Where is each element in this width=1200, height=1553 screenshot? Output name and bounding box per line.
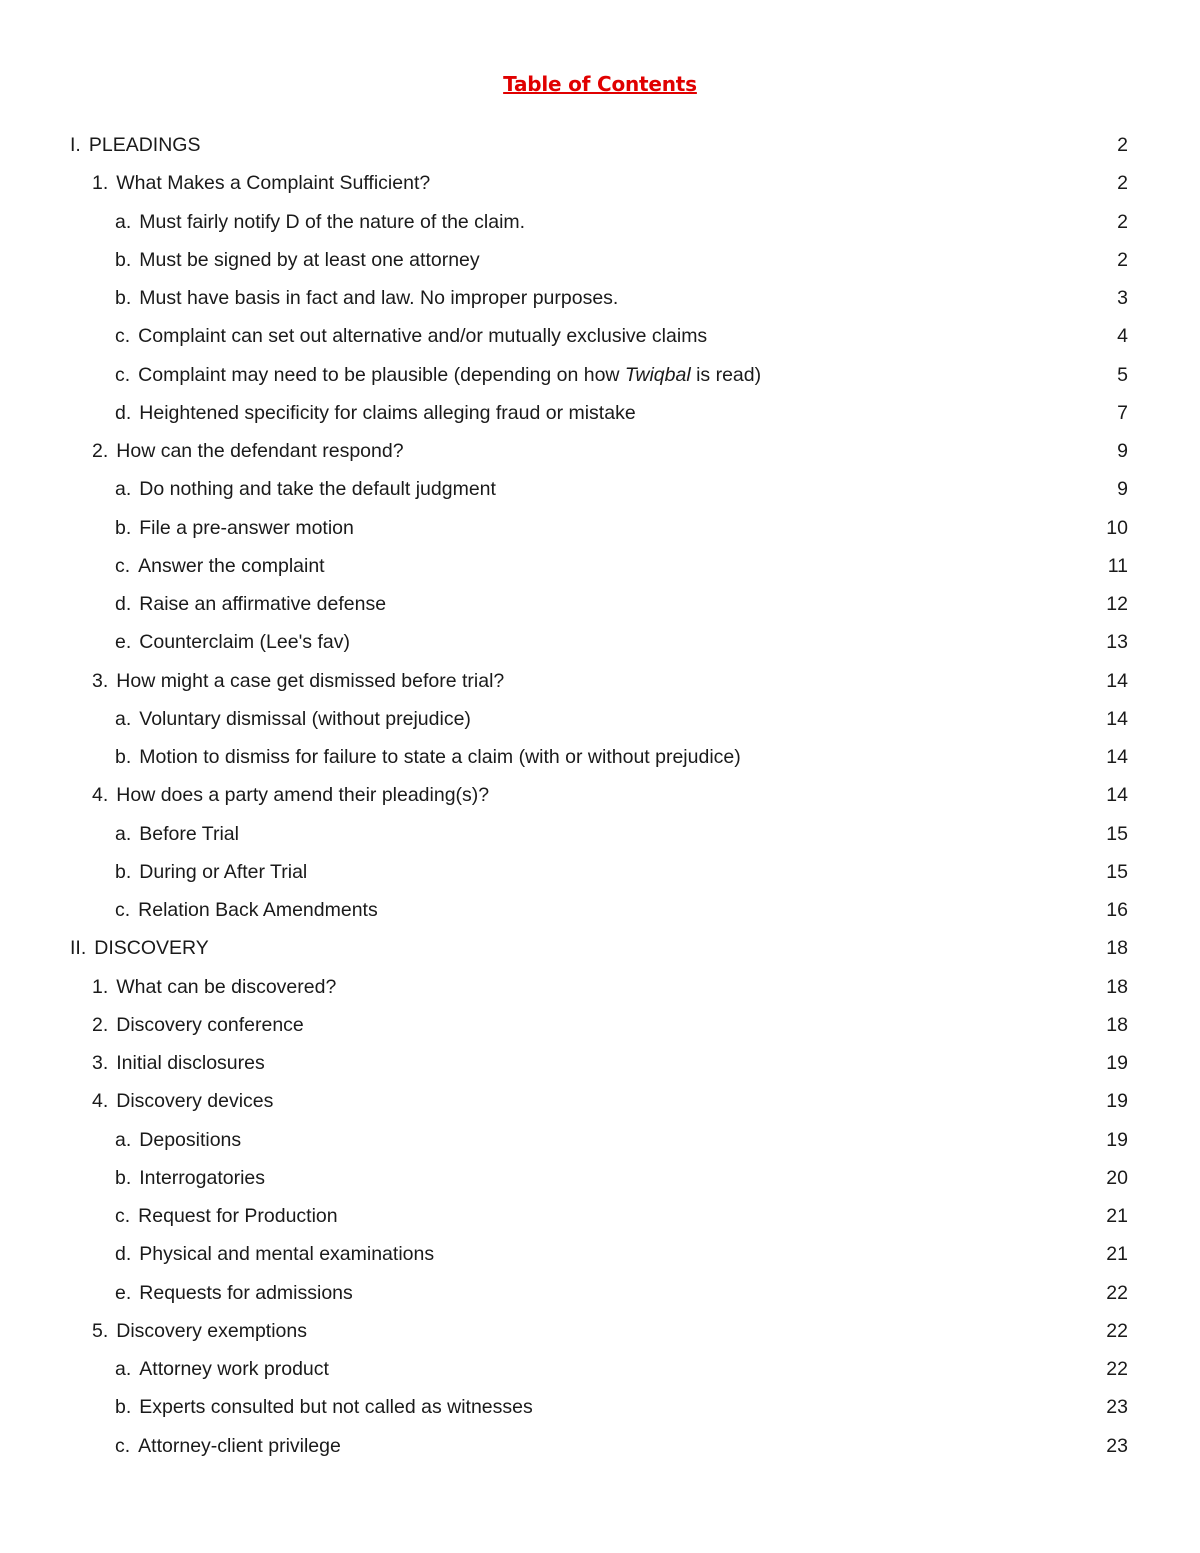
toc-entry[interactable] — [0, 853, 1200, 891]
toc-entry-number: c. — [115, 325, 131, 348]
toc-entry-page-number: 14 — [1106, 669, 1128, 692]
toc-entry-page-number: 14 — [1106, 707, 1128, 730]
toc-entry-page-number: 9 — [1117, 440, 1128, 462]
toc-entry-label — [115, 509, 354, 547]
toc-entry-page-number: 10 — [1106, 516, 1128, 539]
toc-entry-number: b. — [115, 287, 132, 309]
toc-entry-page-number: 9 — [1117, 478, 1128, 501]
toc-entry-label — [115, 1388, 533, 1426]
toc-entry[interactable] — [0, 126, 1200, 164]
toc-entry-text: Must fairly notify D of the nature of the claim. — [139, 210, 526, 233]
toc-entry-text: Requests for admissions — [139, 1281, 353, 1304]
toc-entry-text: How can the defendant respond? — [116, 440, 404, 462]
toc-entry-label — [92, 776, 489, 814]
toc-entry-label — [92, 662, 504, 700]
toc-entry-page-number: 3 — [1117, 287, 1128, 309]
toc-entry-text: Depositions — [139, 1128, 242, 1151]
toc-entry-page-number: 2 — [1117, 210, 1128, 233]
toc-entry-number: e. — [115, 631, 132, 654]
toc-entry[interactable] — [0, 1388, 1200, 1426]
toc-entry-text: Must have basis in fact and law. No improper purposes. — [139, 287, 619, 309]
toc-entry[interactable] — [0, 968, 1200, 1006]
toc-entry-page-number: 14 — [1106, 784, 1128, 807]
toc-entry-text: Initial disclosures — [116, 1052, 265, 1074]
toc-entry-label — [92, 1044, 265, 1082]
toc-entry-label — [115, 1235, 434, 1273]
toc-entry[interactable] — [0, 815, 1200, 853]
toc-entry-page-number: 16 — [1106, 899, 1128, 921]
toc-entry-label — [115, 317, 707, 355]
toc-entry-text: Counterclaim (Lee's fav) — [139, 631, 350, 654]
toc-entry-label — [115, 1350, 329, 1388]
toc-entry-page-number: 22 — [1106, 1281, 1128, 1304]
toc-entry-text: Raise an affirmative defense — [139, 593, 387, 615]
toc-entry-label — [92, 1082, 273, 1120]
toc-entry-label — [115, 394, 636, 432]
toc-entry-number: a. — [115, 478, 132, 501]
toc-entry[interactable] — [0, 1274, 1200, 1312]
toc-entry-label — [115, 853, 307, 891]
toc-entry-number: 5. — [92, 1319, 109, 1342]
toc-entry-text: Motion to dismiss for failure to state a claim (with or without prejudice) — [139, 746, 741, 768]
toc-entry-page-number: 22 — [1106, 1319, 1128, 1342]
toc-entry-page-number: 2 — [1117, 134, 1128, 156]
toc-entry-number: a. — [115, 1358, 132, 1380]
toc-entry-number: I. — [70, 134, 81, 156]
toc-entry-text: Attorney work product — [139, 1358, 329, 1380]
toc-entry-text: Answer the complaint — [138, 554, 325, 577]
toc-entry-number: d. — [115, 1243, 132, 1266]
toc-entry-page-number: 23 — [1106, 1396, 1128, 1419]
toc-entry[interactable] — [0, 279, 1200, 317]
toc-entry-page-number: 18 — [1106, 937, 1128, 960]
toc-entry-page-number: 5 — [1117, 363, 1128, 386]
toc-entry[interactable] — [0, 891, 1200, 929]
toc-entry-text: How does a party amend their pleading(s)? — [116, 784, 490, 807]
toc-entry[interactable] — [0, 164, 1200, 202]
toc-entry-text: What can be discovered? — [116, 975, 337, 998]
toc-entry-number: II. — [70, 937, 87, 960]
toc-entry-label — [115, 891, 378, 929]
toc-entry-text: Interrogatories — [139, 1166, 265, 1189]
toc-entry[interactable] — [0, 547, 1200, 585]
toc-entry-text: Before Trial — [139, 822, 239, 845]
toc-entry-number: c. — [115, 1434, 131, 1457]
toc-entry-number: 3. — [92, 669, 109, 692]
toc-entry-text-italic: Twiqbal — [624, 363, 691, 386]
toc-entry[interactable] — [0, 1235, 1200, 1273]
toc-entry-text: What Makes a Complaint Sufficient? — [116, 172, 431, 195]
toc-entry[interactable] — [0, 929, 1200, 967]
toc-entry-page-number: 4 — [1117, 325, 1128, 348]
toc-entry-page-number: 7 — [1117, 401, 1128, 424]
toc-entry-text: Heightened specificity for claims alleging fraud or mistake — [139, 401, 636, 424]
toc-entry[interactable] — [0, 623, 1200, 661]
toc-entry-label — [70, 126, 200, 164]
toc-entry-number: a. — [115, 1128, 132, 1151]
toc-entry-page-number: 12 — [1106, 593, 1128, 615]
toc-title: Table of Contents — [503, 72, 697, 96]
toc-entry-number: 2. — [92, 1013, 109, 1036]
toc-entry-number: d. — [115, 593, 132, 615]
toc-entry-label — [115, 279, 618, 317]
toc-entry[interactable] — [0, 700, 1200, 738]
toc-entry-label — [115, 356, 761, 394]
toc-entry-label — [92, 1006, 304, 1044]
toc-entry[interactable] — [0, 738, 1200, 776]
toc-entry-text: Voluntary dismissal (without prejudice) — [139, 707, 471, 730]
toc-entry-page-number: 19 — [1106, 1128, 1128, 1151]
toc-entry[interactable] — [0, 241, 1200, 279]
toc-entry[interactable] — [0, 203, 1200, 241]
toc-entry-number: c. — [115, 1205, 131, 1227]
toc-entry-number: b. — [115, 248, 132, 271]
toc-entry-number: 1. — [92, 975, 109, 998]
toc-entry-page-number: 15 — [1106, 860, 1128, 883]
toc-entry-label — [115, 700, 471, 738]
toc-entry-number: b. — [115, 1396, 132, 1419]
toc-entry-number: b. — [115, 746, 132, 768]
toc-entry-page-number: 18 — [1106, 1013, 1128, 1036]
toc-entry-page-number: 21 — [1106, 1243, 1128, 1266]
toc-entry-page-number: 2 — [1117, 172, 1128, 195]
toc-entry-label — [92, 1312, 307, 1350]
toc-entry-number: b. — [115, 860, 132, 883]
toc-entry[interactable] — [0, 1197, 1200, 1235]
toc-entry-number: d. — [115, 401, 132, 424]
toc-entry-label — [70, 929, 209, 967]
toc-entry-text: Discovery devices — [116, 1090, 274, 1113]
toc-entry-text: File a pre-answer motion — [139, 516, 354, 539]
toc-entry-page-number: 20 — [1106, 1166, 1128, 1189]
toc-entry-label — [115, 241, 480, 279]
toc-entry-text: Discovery conference — [116, 1013, 304, 1036]
toc-entry-page-number: 15 — [1106, 822, 1128, 845]
toc-entry-text: Request for Production — [138, 1205, 338, 1227]
toc-entry-text: Relation Back Amendments — [138, 899, 378, 921]
toc-entry-page-number: 22 — [1106, 1358, 1128, 1380]
toc-list — [0, 126, 1200, 1465]
toc-entry-label — [115, 1274, 353, 1312]
toc-entry-text: DISCOVERY — [94, 937, 209, 960]
toc-entry-text: Attorney-client privilege — [138, 1434, 341, 1457]
toc-entry-page-number: 14 — [1106, 746, 1128, 768]
toc-entry-text-part: is read) — [690, 363, 762, 386]
toc-entry-page-number: 19 — [1106, 1052, 1128, 1074]
toc-entry-text: PLEADINGS — [88, 134, 201, 156]
toc-entry-label — [92, 164, 430, 202]
toc-entry[interactable] — [0, 394, 1200, 432]
toc-entry-number: 4. — [92, 784, 109, 807]
toc-entry[interactable] — [0, 432, 1200, 470]
toc-entry[interactable] — [0, 1082, 1200, 1120]
toc-entry-number: a. — [115, 822, 132, 845]
toc-entry-text: Physical and mental examinations — [139, 1243, 435, 1266]
toc-entry-label — [115, 1121, 241, 1159]
toc-entry[interactable] — [0, 509, 1200, 547]
toc-entry-number: 3. — [92, 1052, 109, 1074]
toc-entry[interactable] — [0, 470, 1200, 508]
toc-entry[interactable] — [0, 1006, 1200, 1044]
toc-entry[interactable] — [0, 662, 1200, 700]
toc-entry-page-number: 23 — [1106, 1434, 1128, 1457]
toc-entry[interactable] — [0, 1121, 1200, 1159]
toc-entry-text: Experts consulted but not called as witnesses — [139, 1396, 533, 1419]
toc-entry-label — [115, 738, 741, 776]
toc-entry-label — [115, 470, 496, 508]
toc-entry-page-number: 2 — [1117, 248, 1128, 271]
toc-entry-page-number: 19 — [1106, 1090, 1128, 1113]
toc-entry-label — [115, 815, 239, 853]
toc-entry-number: 4. — [92, 1090, 109, 1113]
toc-entry-text: Must be signed by at least one attorney — [139, 248, 480, 271]
toc-entry-number: c. — [115, 899, 131, 921]
toc-entry[interactable] — [0, 1427, 1200, 1465]
toc-entry-text: How might a case get dismissed before trial? — [116, 669, 505, 692]
toc-entry-text-part: Complaint may need to be plausible (depending on how — [138, 363, 625, 386]
toc-entry-number: 1. — [92, 172, 109, 195]
toc-entry[interactable] — [0, 585, 1200, 623]
toc-entry-page-number: 11 — [1107, 554, 1128, 577]
toc-entry-text: Discovery exemptions — [116, 1319, 307, 1342]
toc-entry-label — [115, 203, 525, 241]
toc-entry-number: e. — [115, 1281, 132, 1304]
toc-entry[interactable] — [0, 317, 1200, 355]
toc-entry-label — [92, 968, 336, 1006]
toc-entry-text: During or After Trial — [139, 860, 308, 883]
toc-entry[interactable] — [0, 356, 1200, 394]
toc-entry[interactable] — [0, 1312, 1200, 1350]
toc-entry-label — [115, 1197, 338, 1235]
toc-entry[interactable] — [0, 776, 1200, 814]
toc-entry-text: Do nothing and take the default judgment — [139, 478, 496, 501]
toc-entry[interactable] — [0, 1044, 1200, 1082]
toc-entry-number: b. — [115, 1166, 132, 1189]
toc-entry-label — [115, 547, 325, 585]
toc-entry-label — [92, 432, 404, 470]
toc-entry-page-number: 13 — [1106, 631, 1128, 654]
toc-entry-number: a. — [115, 210, 132, 233]
toc-entry-number: c. — [115, 363, 131, 386]
toc-entry-text — [138, 364, 761, 386]
toc-entry-number: c. — [115, 554, 131, 577]
toc-entry-page-number: 18 — [1106, 975, 1128, 998]
toc-entry-number: 2. — [92, 440, 109, 462]
toc-entry-number: a. — [115, 707, 132, 730]
toc-entry-label — [115, 1427, 341, 1465]
toc-entry-label — [115, 623, 350, 661]
toc-entry-text: Complaint can set out alternative and/or mutually exclusive claims — [138, 325, 708, 348]
toc-entry-label — [115, 585, 386, 623]
toc-entry-label — [115, 1159, 265, 1197]
toc-entry-number: b. — [115, 516, 132, 539]
toc-entry-page-number: 21 — [1106, 1205, 1128, 1227]
toc-entry[interactable] — [0, 1159, 1200, 1197]
toc-entry[interactable] — [0, 1350, 1200, 1388]
